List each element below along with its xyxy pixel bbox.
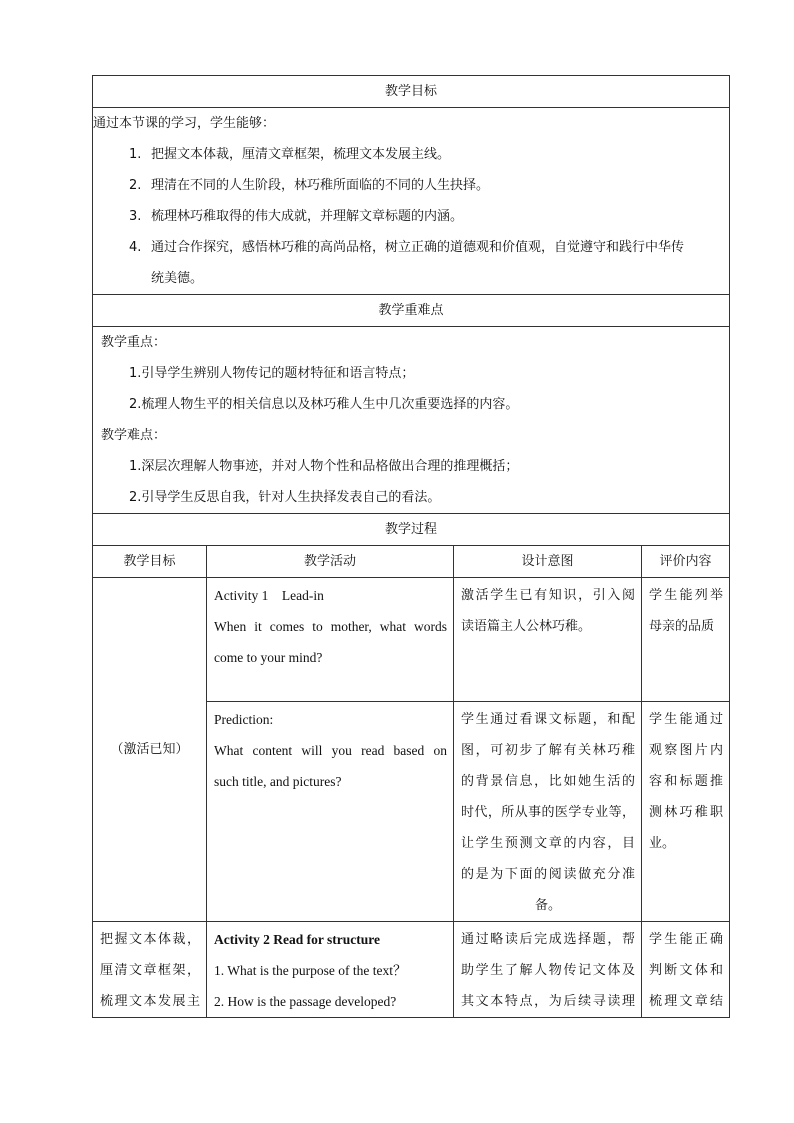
lesson-plan-table: [92, 75, 730, 1018]
objective-item: 1. 把握文本体裁，厘清文章框架，梳理文本发展主线。: [129, 147, 451, 162]
objective-item-continuation: 统美德。: [151, 271, 204, 286]
activity-cell: Prediction: What content will you read based on such title, and pictures?: [207, 702, 454, 922]
column-header-activity: 教学活动: [207, 546, 454, 578]
intent-cell: 学生通过看课文标题，和配 图，可初步了解有关林巧稚 的背景信息，比如她生活的 时代，所从事的医学专业等， 让学生预测文章的内容，目 的是为下面的阅读做充分准 备。: [454, 702, 642, 922]
key-points-body: [93, 327, 730, 514]
objective-item: 3. 梳理林巧稚取得的伟大成就，并理解文章标题的内涵。: [129, 209, 464, 224]
evaluation-cell: 学生能列举 母亲的品质: [642, 578, 730, 702]
process-header: 教学过程: [93, 514, 730, 546]
activity-cell: Activity 2 Read for structure 1. What is the purpose of the text？ 2. How is the passage developed?: [207, 922, 454, 1018]
lesson-plan-page: [92, 75, 729, 1018]
key-points-header: 教学重难点: [93, 295, 730, 327]
intent-cell: 通过略读后完成选择题，帮 助学生了解人物传记文体及 其文本特点，为后续寻读理: [454, 922, 642, 1018]
focus-item: 1.引导学生辨别人物传记的题材特征和语言特点；: [129, 366, 415, 381]
column-header-evaluation: 评价内容: [642, 546, 730, 578]
intent-cell: 激活学生已有知识，引入阅 读语篇主人公林巧稚。: [454, 578, 642, 702]
objective-item: 2. 理清在不同的人生阶段，林巧稚所面临的不同的人生抉择。: [129, 178, 490, 193]
column-header-goal: 教学目标: [93, 546, 207, 578]
objectives-intro: 通过本节课的学习，学生能够：: [93, 116, 276, 131]
objective-item: 4. 通过合作探究，感悟林巧稚的高尚品格，树立正确的道德观和价值观，自觉遵守和践行中华传: [129, 240, 685, 255]
goal-cell: （激活已知）: [93, 578, 207, 922]
focus-label: 教学重点：: [101, 335, 167, 350]
difficulty-item: 2.引导学生反思自我，针对人生抉择发表自己的看法。: [129, 490, 441, 505]
activity-cell: Activity 1 Lead-in When it comes to mother, what words come to your mind?: [207, 578, 454, 702]
activity-title: Activity 2 Read for structure: [214, 932, 380, 947]
evaluation-cell: 学生能正确 判断文体和 梳理文章结: [642, 922, 730, 1018]
evaluation-cell: 学生能通过 观察图片内 容和标题推 测林巧稚职 业。: [642, 702, 730, 922]
difficulty-item: 1.深层次理解人物事迹，并对人物个性和品格做出合理的推理概括；: [129, 459, 519, 474]
focus-item: 2.梳理人物生平的相关信息以及林巧稚人生中几次重要选择的内容。: [129, 397, 519, 412]
column-header-intent: 设计意图: [454, 546, 642, 578]
objectives-body: [93, 108, 730, 295]
difficulty-label: 教学难点：: [101, 428, 167, 443]
objectives-header: 教学目标: [93, 76, 730, 108]
goal-cell: 把握文本体裁， 厘清文章框架， 梳理文本发展主: [93, 922, 207, 1018]
